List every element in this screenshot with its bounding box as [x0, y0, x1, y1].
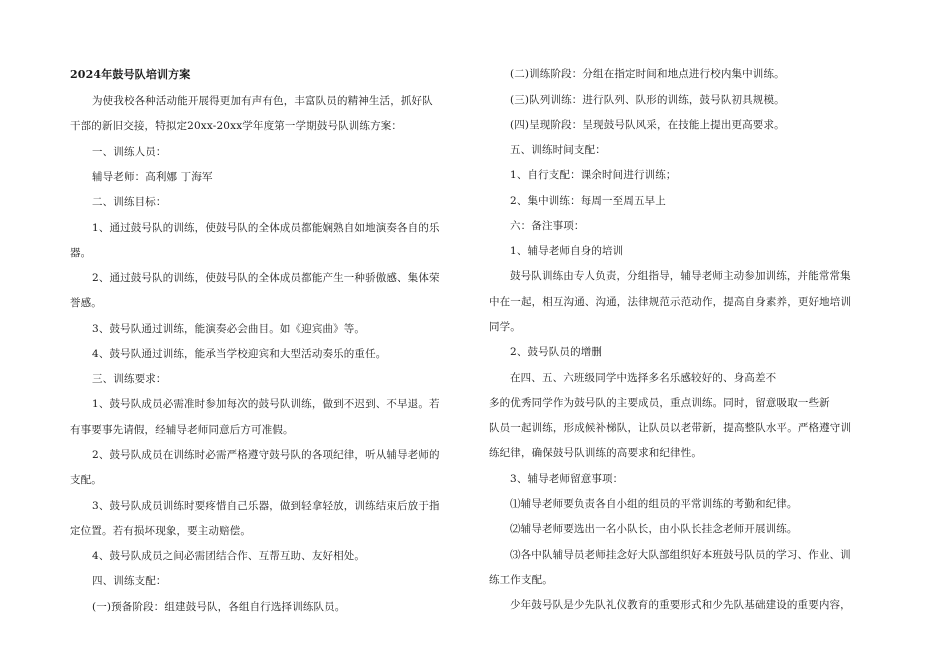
section-heading: 五、训练时间支配：	[510, 144, 606, 156]
paragraph-line: 在四、五、六班级同学中选择多名乐感较好的、身高差不	[510, 372, 777, 384]
section-heading: 一、训练人员：	[92, 146, 167, 158]
paragraph-line: 1、鼓号队成员必需准时参加每次的鼓号队训练，做到不迟到、不早退。若	[92, 398, 440, 410]
paragraph-line: 练工作支配。	[489, 574, 553, 586]
paragraph-line: 支配。	[70, 474, 102, 486]
paragraph-line: 中在一起，相互沟通、沟通，法律规范示范动作，提高自身素养，更好地培训	[489, 296, 852, 308]
paragraph-line: 2、集中训练：每周一至周五早上	[510, 195, 666, 207]
paragraph-line: (二)训练阶段：分组在指定时间和地点进行校内集中训练。	[510, 68, 785, 80]
paragraph-line: 队员一起训练，形成候补梯队，让队员以老带新，提高整队水平。严格遵守训	[489, 422, 852, 434]
section-heading: 六：备注事项：	[510, 220, 585, 232]
section-heading: 二、训练目标：	[92, 196, 167, 208]
paragraph-line: 同学。	[489, 321, 521, 333]
paragraph-line: 3、鼓号队成员训练时要疼惜自己乐器，做到轻拿轻放，训练结束后放于指	[92, 500, 440, 512]
paragraph-line: 誉感。	[70, 297, 102, 309]
paragraph-line: 2、鼓号队员的增删	[510, 346, 603, 358]
paragraph-line: 4、鼓号队成员之间必需团结合作、互帮互助、友好相处。	[92, 550, 366, 562]
paragraph-line: ⑶各中队辅导员老师挂念好大队部组织好本班鼓号队员的学习、作业、训	[510, 549, 851, 561]
paragraph-line: 多的优秀同学作为鼓号队的主要成员，重点训练。同时，留意吸取一些新	[489, 397, 830, 409]
paragraph-line: 为使我校各种活动能开展得更加有声有色，丰富队员的精神生活，抓好队	[92, 95, 433, 107]
paragraph-line: 3、辅导老师留意事项：	[510, 473, 624, 485]
paragraph-line: (一)预备阶段：组建鼓号队，各组自行选择训练队员。	[92, 601, 346, 613]
paragraph-line: ⑴辅导老师要负责各自小组的组员的平常训练的考勤和纪律。	[510, 498, 798, 510]
paragraph-line: ⑵辅导老师要选出一名小队长，由小队长挂念老师开展训练。	[510, 523, 798, 535]
paragraph-line: 定位置。若有损坏现象，要主动赔偿。	[70, 525, 252, 537]
document-title: 2024年鼓号队培训方案	[70, 68, 191, 81]
paragraph-line: 2、鼓号队成员在训练时必需严格遵守鼓号队的各项纪律，听从辅导老师的	[92, 449, 440, 461]
paragraph-line: 鼓号队训练由专人负责，分组指导，辅导老师主动参加训练，并能常常集	[510, 270, 851, 282]
paragraph-line: 1、自行支配：课余时间进行训练；	[510, 169, 677, 181]
paragraph-line: (四)呈现阶段：呈现鼓号队风采，在技能上提出更高要求。	[510, 119, 785, 131]
section-heading: 四、训练支配：	[92, 575, 167, 587]
paragraph-line: 3、鼓号队通过训练，能演奏必会曲目。如《迎宾曲》等。	[92, 323, 366, 335]
paragraph-line: 有事要事先请假，经辅导老师同意后方可准假。	[70, 424, 294, 436]
paragraph-line: 干部的新旧交接，特拟定20xx-20xx学年度第一学期鼓号队训练方案：	[70, 120, 403, 132]
paragraph-line: 少年鼓号队是少先队礼仪教育的重要形式和少先队基础建设的重要内容，	[510, 599, 851, 611]
paragraph-line: 练纪律，确保鼓号队训练的高要求和纪律性。	[489, 447, 702, 459]
paragraph-line: 1、通过鼓号队的训练，使鼓号队的全体成员都能娴熟自如地演奏各自的乐	[92, 222, 440, 234]
paragraph-line: 1、辅导老师自身的培训	[510, 245, 624, 257]
paragraph-line: 辅导老师：高利娜 丁海军	[92, 171, 213, 183]
paragraph-line: (三)队列训练：进行队列、队形的训练，鼓号队初具规模。	[510, 94, 785, 106]
paragraph-line: 2、通过鼓号队的训练，使鼓号队的全体成员都能产生一种骄傲感、集体荣	[92, 272, 440, 284]
paragraph-line: 4、鼓号队通过训练，能承当学校迎宾和大型活动奏乐的重任。	[92, 348, 387, 360]
section-heading: 三、训练要求：	[92, 373, 167, 385]
paragraph-line: 器。	[70, 247, 92, 259]
